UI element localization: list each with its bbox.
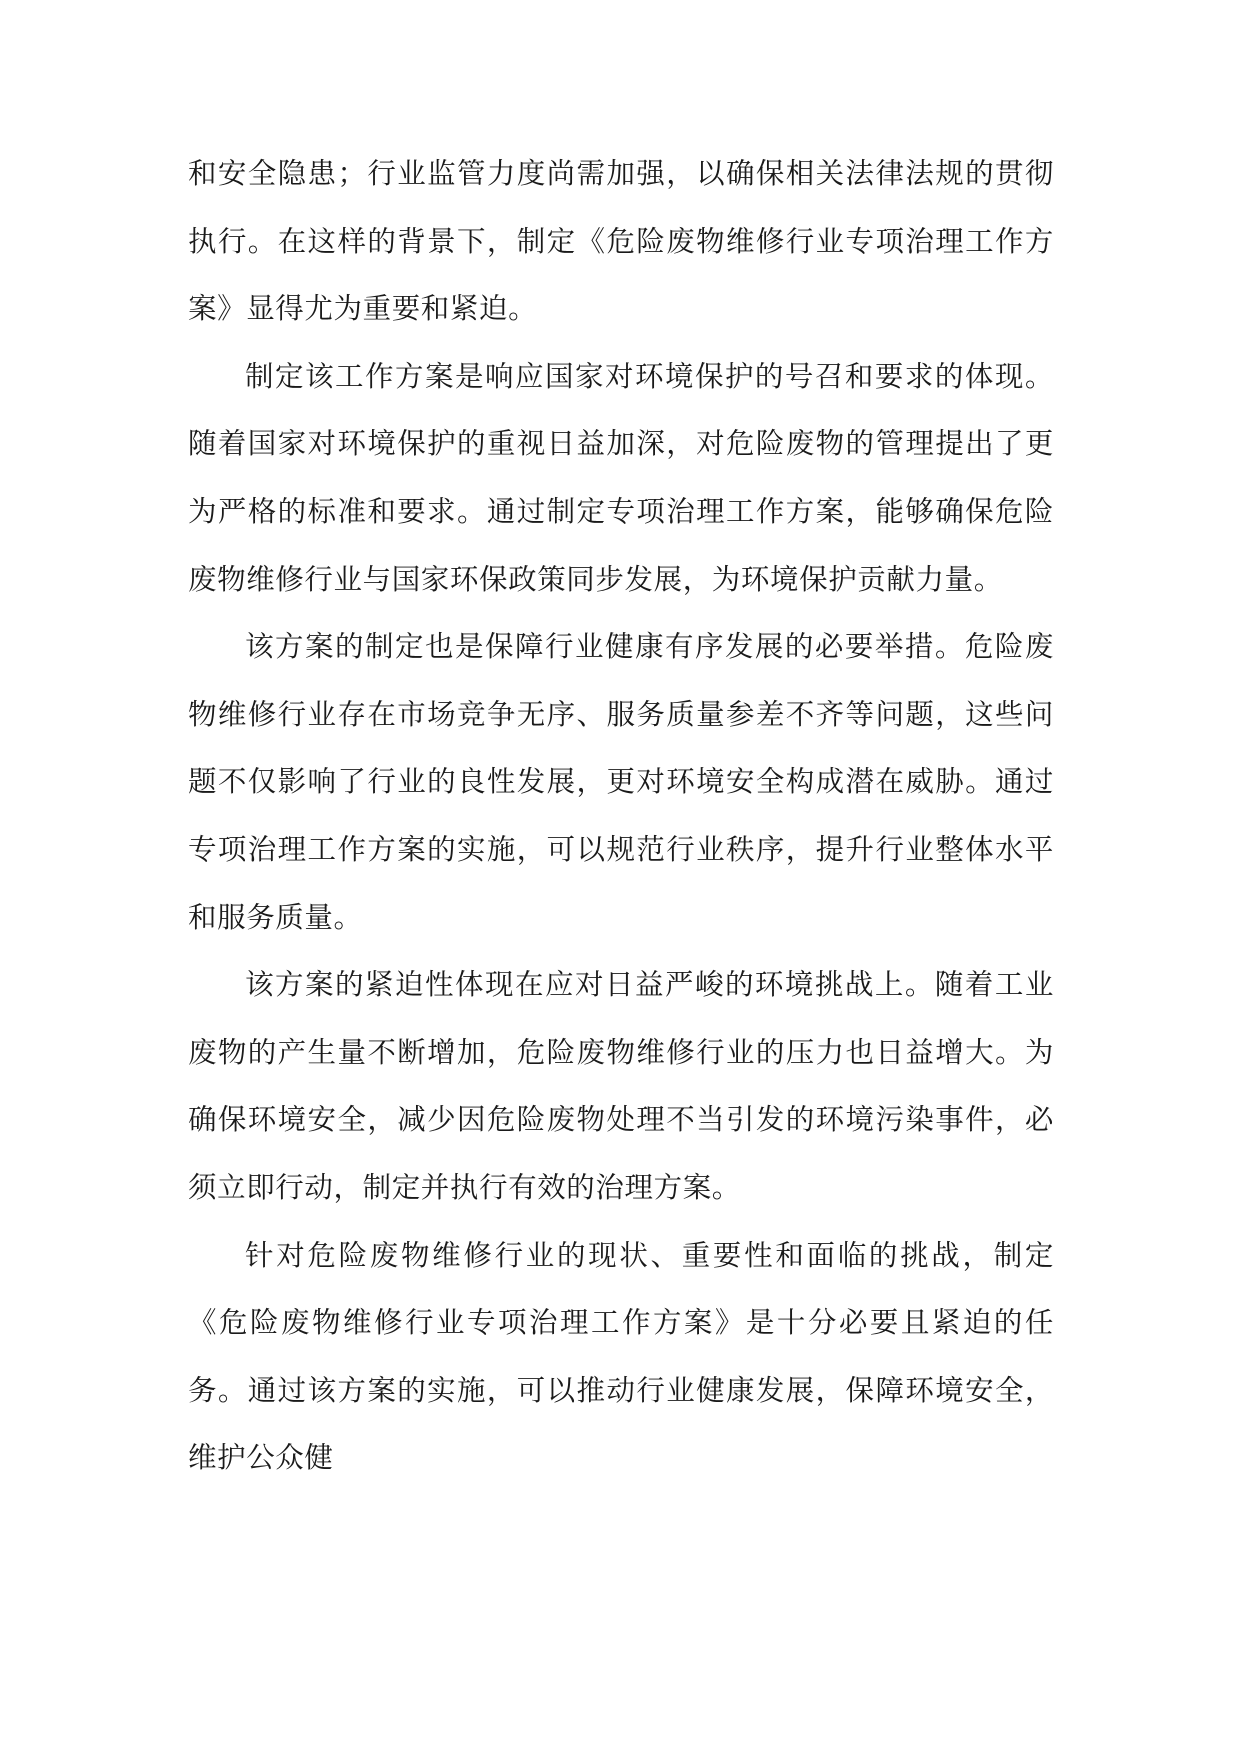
paragraph-1: 和安全隐患；行业监管力度尚需加强，以确保相关法律法规的贯彻执行。在这样的背景下，制定《危险废物维修行业专项治理工作方案》显得尤为重要和紧迫。 xyxy=(188,157,1054,326)
paragraph-2: 制定该工作方案是响应国家对环境保护的号召和要求的体现。随着国家对环境保护的重视日益加深，对危险废物的管理提出了更为严格的标准和要求。通过制定专项治理工作方案，能够确保危险废物维修行业与国家环保政策同步发展，为环境保护贡献力量。 xyxy=(188,359,1054,596)
paragraph-5: 针对危险废物维修行业的现状、重要性和面临的挑战，制定《危险废物维修行业专项治理工作方案》是十分必要且紧迫的任务。通过该方案的实施，可以推动行业健康发展，保障环境安全，维护公众健 xyxy=(188,1238,1054,1475)
body-text xyxy=(188,140,1054,1492)
paragraph-4: 该方案的紧迫性体现在应对日益严峻的环境挑战上。随着工业废物的产生量不断增加，危险废物维修行业的压力也日益增大。为确保环境安全，减少因危险废物处理不当引发的环境污染事件，必须立即行动，制定并执行有效的治理方案。 xyxy=(188,968,1054,1204)
paragraph-3: 该方案的制定也是保障行业健康有序发展的必要举措。危险废物维修行业存在市场竞争无序、服务质量参差不齐等问题，这些问题不仅影响了行业的良性发展，更对环境安全构成潜在威胁。通过专项治理工作方案的实施，可以规范行业秩序，提升行业整体水平和服务质量。 xyxy=(188,630,1054,934)
